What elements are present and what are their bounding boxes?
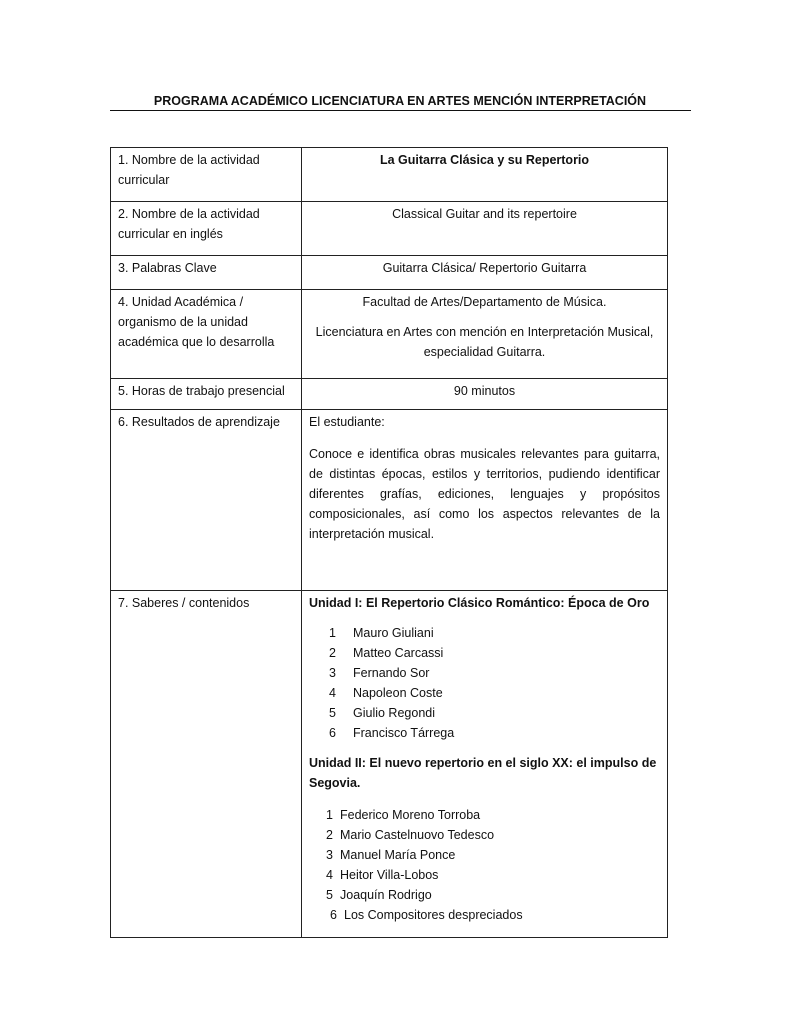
list-item: 4 Napoleon Coste (329, 686, 443, 700)
list-item: 5 Giulio Regondi (329, 706, 435, 720)
list-item: 5 Joaquín Rodrigo (326, 888, 432, 902)
list-item: 4 Heitor Villa-Lobos (326, 868, 439, 882)
unit2-list (309, 805, 660, 925)
list-item: 3 Manuel María Ponce (326, 848, 456, 862)
unit2-heading: Unidad II: El nuevo repertorio en el siglo XX: el impulso de Segovia. (309, 756, 657, 790)
contents (302, 591, 668, 938)
table-row (111, 148, 668, 202)
academic-unit (302, 290, 668, 379)
title-underline (110, 110, 691, 111)
row-label: 1. Nombre de la actividad curricular (111, 148, 302, 202)
learning-outcomes-intro: El estudiante: (309, 415, 385, 429)
program-table (110, 147, 668, 938)
table-row (111, 202, 668, 256)
list-item: 1 Mauro Giuliani (329, 626, 434, 640)
row-label: 5. Horas de trabajo presencial (111, 379, 302, 410)
table-row (111, 290, 668, 379)
learning-outcomes (302, 410, 668, 591)
table-row (111, 379, 668, 410)
keywords: Guitarra Clásica/ Repertorio Guitarra (302, 256, 668, 290)
contact-hours: 90 minutos (302, 379, 668, 410)
unit1-list (309, 623, 660, 743)
list-item: 6 Los Compositores despreciados (330, 908, 523, 922)
list-item: 3 Fernando Sor (329, 666, 430, 680)
list-item: 1 Federico Moreno Torroba (326, 808, 481, 822)
list-item: 2 Mario Castelnuovo Tedesco (326, 828, 495, 842)
row-label: 6. Resultados de aprendizaje (111, 410, 302, 591)
list-item: 2 Matteo Carcassi (329, 646, 444, 660)
page-title: PROGRAMA ACADÉMICO LICENCIATURA EN ARTES MENCIÓN INTERPRETACIÓN (153, 94, 647, 108)
course-name-english: Classical Guitar and its repertoire (302, 202, 668, 256)
table-row (111, 410, 668, 591)
row-label: 3. Palabras Clave (111, 256, 302, 290)
learning-outcomes-text: Conoce e identifica obras musicales relevantes para guitarra, de distintas épocas, estilos y territorios, pudiendo identificar diferentes grafías, ediciones, lenguajes y propósitos composicionales, así como los aspectos relevantes de la interpretación musical. (309, 447, 660, 541)
academic-unit-line2: Licenciatura en Artes con mención en Interpretación Musical, especialidad Guitarra. (315, 325, 654, 359)
row-label: 2. Nombre de la actividad curricular en inglés (111, 202, 302, 256)
table-row (111, 256, 668, 290)
unit1-heading: Unidad I: El Repertorio Clásico Romántico: Época de Oro (309, 596, 650, 610)
row-label: 7. Saberes / contenidos (111, 591, 302, 938)
course-name: La Guitarra Clásica y su Repertorio (302, 148, 668, 202)
table-row (111, 591, 668, 938)
academic-unit-line1: Facultad de Artes/Departamento de Música. (362, 295, 607, 309)
list-item: 6 Francisco Tárrega (329, 726, 455, 740)
row-label: 4. Unidad Académica / organismo de la unidad académica que lo desarrolla (111, 290, 302, 379)
